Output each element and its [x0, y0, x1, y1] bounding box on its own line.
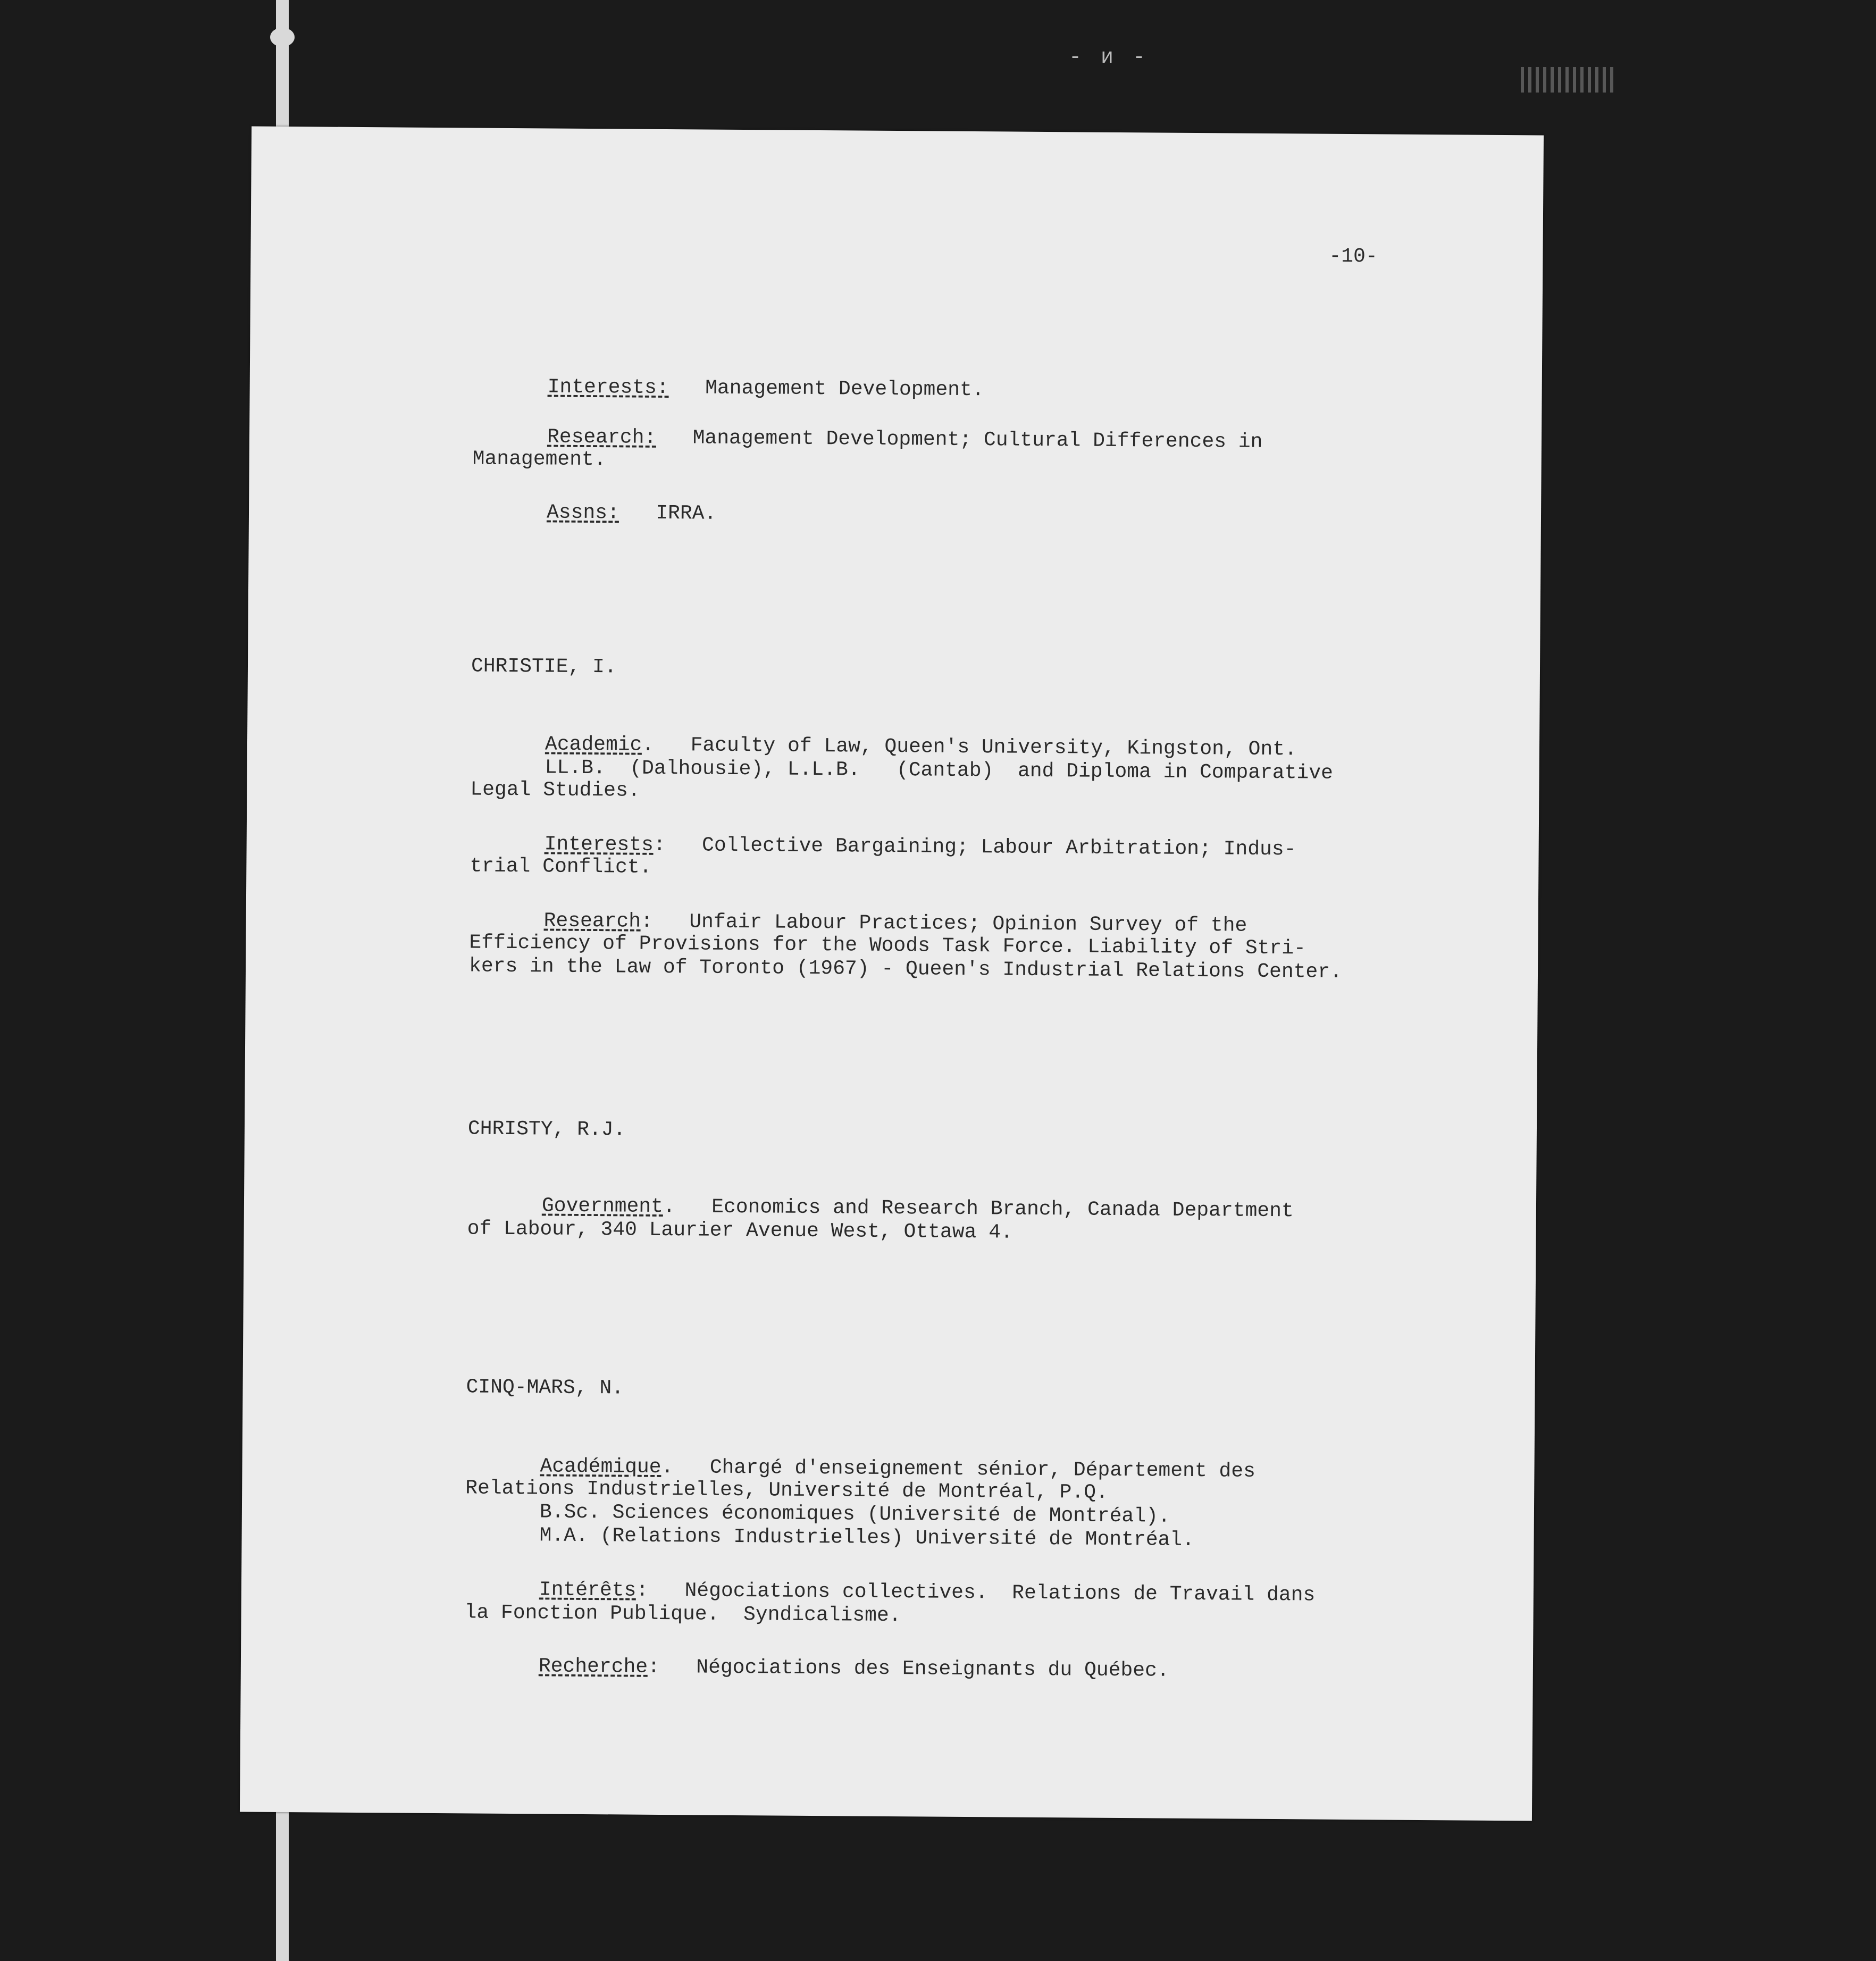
christie-interests-label: Interests	[544, 833, 654, 857]
academic-degrees: LL.B. (Dalhousie), L.L.B. (Cantab) and Diploma in Comparative	[545, 756, 1334, 785]
academique-degree-ma: M.A. (Relations Industrielles) Université de Montréal.	[539, 1524, 1195, 1552]
christie-research-label: Research	[543, 909, 641, 933]
research-row	[547, 425, 1263, 454]
interets-label: Intérêts	[539, 1578, 636, 1602]
frame-mark: - ᴎ -	[1069, 46, 1149, 70]
academic-degrees-cont: Legal Studies.	[470, 778, 640, 802]
academique-text-cont: Relations Industrielles, Université de Montréal, P.Q.	[465, 1477, 1108, 1504]
academique-text: . Chargé d'enseignement sénior, Département des	[661, 1455, 1256, 1483]
christie-interests-text: : Collective Bargaining; Labour Arbitration; Indus-	[653, 833, 1296, 861]
assns-label: Assns:	[546, 501, 620, 525]
government-text: . Economics and Research Branch, Canada Department	[663, 1195, 1294, 1223]
research-text: Management Development; Cultural Differences in	[692, 426, 1263, 454]
christie-interests-cont: trial Conflict.	[470, 854, 652, 879]
academique-degree-bsc: B.Sc. Sciences économiques (Université de Montréal).	[539, 1501, 1170, 1528]
interests-row	[548, 375, 984, 403]
christie-research-text: : Unfair Labour Practices; Opinion Survey of the	[640, 910, 1247, 937]
interets-text-cont: la Fonction Publique. Syndicalisme.	[464, 1601, 901, 1628]
entry-name-christy: CHRISTY, R.J.	[467, 1117, 626, 1142]
christie-research-cont-2: kers in the Law of Toronto (1967) - Queen's Industrial Relations Center.	[468, 954, 1343, 984]
academic-text: . Faculty of Law, Queen's University, Kingston, Ont.	[642, 733, 1297, 761]
christie-interests-row	[545, 832, 1296, 862]
government-label: Government	[541, 1194, 664, 1219]
government-text-cont: of Labour, 340 Laurier Avenue West, Ottawa 4.	[467, 1217, 1013, 1244]
recherche-text: : Négociations des Enseignants du Québec.	[647, 1655, 1169, 1682]
film-notch	[270, 28, 295, 47]
recherche-row	[539, 1654, 1169, 1683]
entry-name-cinqmars: CINQ-MARS, N.	[466, 1376, 624, 1400]
academique-label: Académique	[540, 1455, 661, 1479]
recherche-label: Recherche	[538, 1655, 648, 1679]
entry-name-christie: CHRISTIE, I.	[471, 655, 617, 679]
assns-row	[547, 500, 717, 526]
edge-marks	[1521, 67, 1617, 93]
academic-label: Academic	[545, 733, 642, 757]
page-number: -10-	[1329, 245, 1378, 269]
research-label: Research:	[547, 425, 657, 449]
document-page	[240, 127, 1544, 1821]
christie-research-cont-1: Efficiency of Provisions for the Woods Task Force. Liability of Stri-	[469, 931, 1306, 960]
assns-text: IRRA.	[656, 501, 717, 525]
interests-label: Interests:	[547, 375, 669, 400]
interets-text: : Négociations collectives. Relations de Travail dans	[636, 1579, 1316, 1607]
interests-text: Management Development.	[705, 376, 984, 402]
research-text-cont: Management.	[472, 447, 606, 472]
